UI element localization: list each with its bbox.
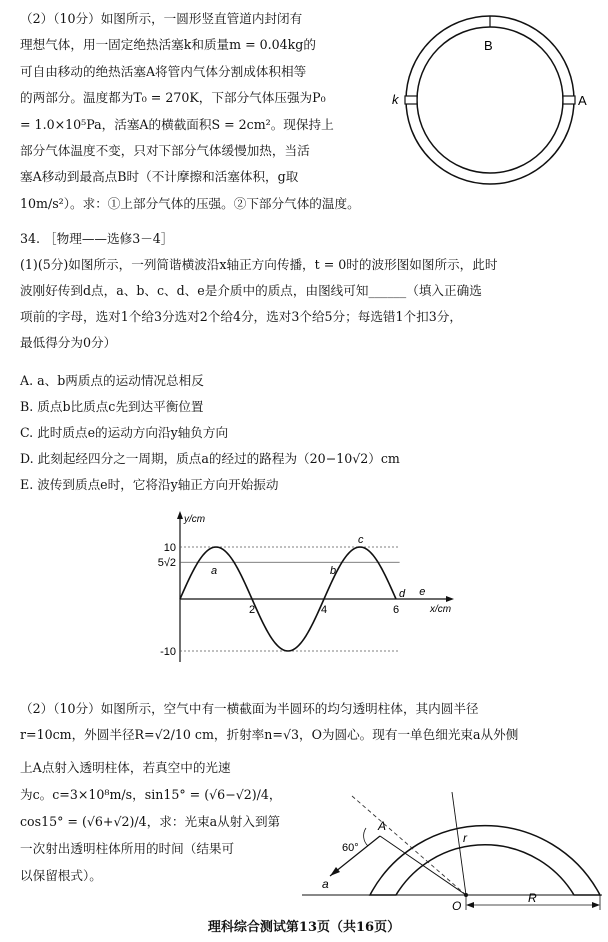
option-a: A. a、b两质点的运动情况总相反 (20, 373, 204, 388)
page-footer: 理科综合测试第13页（共16页） (207, 920, 401, 935)
text-line: （2）（10分）如图所示，空气中有一横截面为半圆环的均匀透明柱体，其内圆半径 (20, 701, 479, 716)
label-a-point: A (378, 819, 387, 833)
label-r: r (463, 831, 467, 845)
text-line: = 1.0×10⁵Pa，活塞A的横截面积S = 2cm²。现保持上 (20, 116, 334, 132)
piston-k (405, 96, 417, 104)
label-big-r: R (528, 891, 537, 905)
y-axis-arrow (177, 511, 183, 519)
label-a: A (578, 93, 587, 108)
x-tick-label: 2 (248, 604, 256, 616)
label-b: B (484, 38, 493, 53)
text-line: 可自由移动的绝热活塞A将管内气体分割成体积相等 (20, 63, 307, 79)
label-o: O (452, 899, 462, 913)
option-d: D. 此刻起经四分之一周期，质点a的经过的路程为（20−10√2）cm (20, 451, 400, 466)
text-line: 项前的字母，选对1个给3分选对2个给4分，选对3个给5分；每选错1个扣3分， (20, 309, 462, 324)
angle-arc (364, 828, 368, 846)
x-tick-label: 4 (320, 604, 328, 616)
wave-chart (150, 508, 460, 668)
y-tick-label: 5√2 (157, 557, 176, 570)
center-point-o (464, 893, 468, 897)
dim-arrow-left (466, 902, 474, 908)
x-axis-arrow (446, 596, 454, 602)
section-34 (20, 226, 590, 356)
point-label-b: b (330, 565, 337, 578)
option-b: B. 质点b比质点c先到达平衡位置 (20, 399, 204, 414)
text-line: (1)(5分)如图所示，一列简谐横波沿x轴正方向传播，t = 0时的波形图如图所示，此时 (20, 257, 498, 272)
text-line: 上A点射入透明柱体，若真空中的光速 (20, 760, 231, 775)
half-ring-figure (296, 758, 608, 914)
q2-bottom-left-text (20, 754, 320, 889)
dim-arrow-right (592, 902, 600, 908)
text-line: 理想气体，用一固定绝热活塞k和质量m = 0.04kg的 (20, 37, 316, 53)
point-label-e: e (419, 586, 426, 598)
ray-arrow (330, 867, 340, 876)
text-line: 一次射出透明柱体所用的时间（结果可 (20, 841, 235, 856)
y-axis-label: y/cm (184, 514, 206, 525)
text-line: cos15° = (√6+√2)/4，求：光束a从射入到第 (20, 814, 281, 829)
point-label-c: c (358, 534, 364, 546)
text-line: 部分气体温度不变，只对下部分气体缓慢加热，当活 (20, 143, 310, 159)
text-line: 以保留根式）。 (20, 868, 102, 883)
text-line: 最低得分为0分） (20, 335, 117, 350)
point-label-d: d (399, 588, 406, 600)
q2-top-text (20, 6, 415, 217)
x-tick-label: 6 (392, 604, 400, 616)
section-header: 34. ［物理——选修3－4］ (20, 231, 174, 246)
text-line: r=10cm，外圆半径R=√2/10 cm，折射率n=√3，O为圆心。现有一单色细光束a从外侧 (20, 727, 519, 742)
q2-bottom-text (20, 696, 590, 748)
y-tick-label: -10 (160, 646, 176, 658)
text-line: 10m/s²）。求：①上部分气体的压强。②下部分气体的温度。 (20, 195, 360, 211)
label-k: k (392, 92, 399, 107)
option-c: C. 此时质点e的运动方向沿y轴负方向 (20, 425, 229, 440)
text-line: （2）（10分）如图所示，一圆形竖直管道内封闭有 (20, 11, 303, 26)
text-line: 塞A移动到最高点B时（不计摩擦和活塞体积，g取 (20, 169, 299, 185)
text-line: 为c。c=3×10⁸m/s，sin15° = (√6−√2)/4， (20, 787, 282, 802)
label-ray-a: a (322, 877, 329, 891)
half-ring-body (370, 826, 600, 895)
label-angle: 60° (342, 842, 359, 854)
text-line: 的两部分。温度都为T₀ = 270K，下部分气体压强为P₀ (20, 90, 326, 106)
x-axis-label: x/cm (430, 604, 452, 615)
text-line: 波刚好传到d点，a、b、c、d、e是介质中的质点，由图线可知______（填入正确选 (20, 283, 482, 298)
ring-tube-figure (388, 10, 606, 192)
point-label-a: a (211, 565, 218, 578)
piston-a (563, 96, 575, 104)
y-tick-label: 10 (163, 542, 176, 554)
option-e: E. 波传到质点e时，它将沿y轴正方向开始振动 (20, 477, 279, 492)
